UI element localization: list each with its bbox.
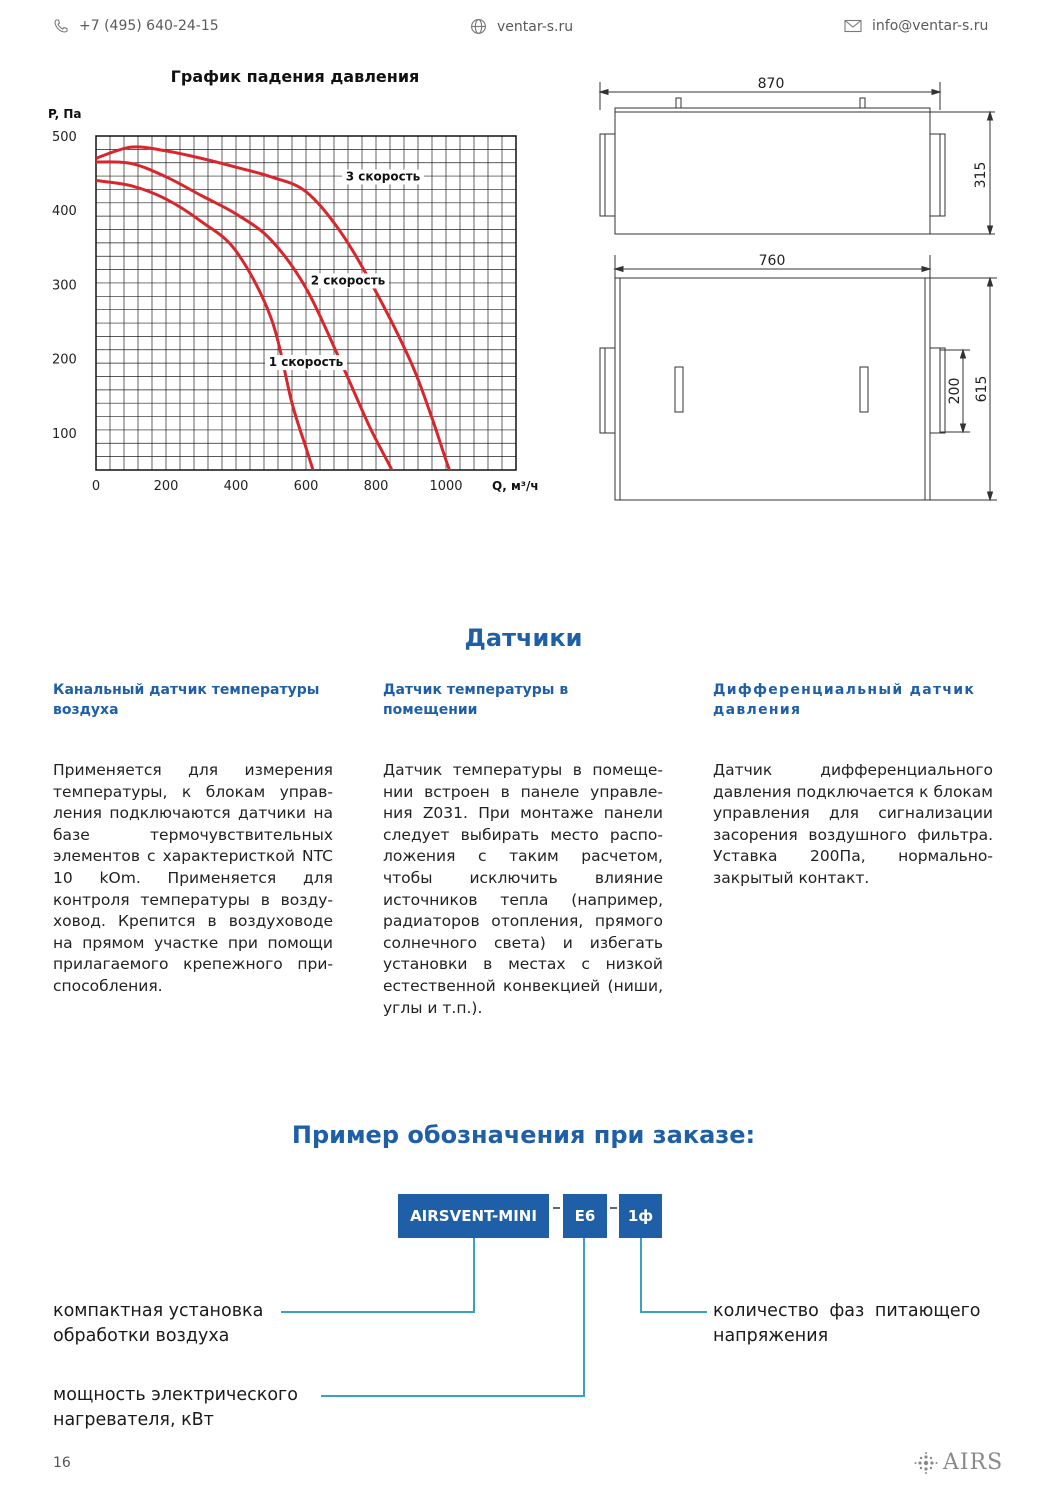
mail-icon	[844, 19, 862, 33]
y-tick-label: 300	[52, 278, 77, 294]
header-phone	[53, 18, 219, 34]
sensor-room-temp-text: Датчик температуры в помещении встроен в панеле управления Z031. При монтаже панели следует выбирать место расположения с таким расчетом, чтобы исключить влияние источников тепла (например, радиаторов отопления, прямого солнечного света) и избегать установки в местах с низкой естественной конвекцией (ниши, углы и т.п.).	[383, 761, 663, 1017]
header-email	[844, 18, 988, 34]
y-tick-label: 200	[52, 352, 77, 368]
x-axis-label: Q, м³/ч	[492, 479, 539, 493]
series-label-2: 2 скорость	[310, 273, 386, 288]
logo-text: AIRS	[943, 1450, 1004, 1475]
dimensions-drawing	[585, 70, 1015, 510]
label-power	[53, 1383, 298, 1433]
pressure-drop-chart	[40, 60, 560, 510]
sensor-duct-temp-text: Применяется для измерения температуры, к блокам управления подключаются датчики на базе термочувствительных элементов с характеристкой NTC 10 kOm. Применяется для контроля температуры в воздуховод. Крепится в воздуховоде на прямом участке при помощи прилагаемого крепежного приспособления.	[53, 761, 333, 995]
phone-icon	[53, 18, 69, 34]
dim-bottom-inner: 200	[947, 377, 963, 405]
header-website	[470, 18, 573, 35]
sensor-diff-pressure-text: Датчик дифференциального давления подключается к блокам управления для сигнализации засорения воздушного фильтра. Уставка 200Па, нормально-закрытый контакт.	[713, 761, 993, 887]
series-line-2	[96, 162, 411, 500]
sensor-room-temp	[383, 680, 663, 1019]
x-tick-label: 800	[363, 479, 389, 494]
email-link[interactable]: info@ventar-s.ru	[872, 18, 989, 34]
dim-bottom-height: 615	[974, 375, 990, 403]
code-separator	[553, 1207, 560, 1209]
dim-top-height: 315	[973, 161, 989, 189]
label-power-line1: мощность электрического	[53, 1385, 298, 1405]
code-phase-box: 1ф	[619, 1194, 662, 1238]
logo-dots-icon	[913, 1452, 939, 1474]
x-tick-label: 600	[293, 479, 319, 494]
code-model-box: AIRSVENT-MINI	[398, 1194, 549, 1238]
airs-logo	[913, 1450, 1003, 1475]
label-power-line2: нагревателя, кВт	[53, 1410, 214, 1430]
dim-top-width: 870	[757, 76, 785, 92]
y-axis-label: P, Па	[48, 107, 82, 121]
label-phases-line1: количество фаз питающего	[713, 1301, 981, 1321]
y-tick-label: 400	[52, 204, 77, 220]
series-label-1: 1 скорость	[268, 355, 344, 370]
x-tick-label: 0	[91, 479, 101, 494]
x-tick-label: 200	[153, 479, 179, 494]
globe-icon	[470, 18, 487, 35]
code-separator	[610, 1207, 617, 1209]
sensors-title: Датчики	[464, 624, 583, 652]
page-number: 16	[53, 1455, 71, 1471]
label-phases	[713, 1299, 994, 1349]
chart-title: График падения давления	[170, 67, 420, 86]
code-power-box: E6	[563, 1194, 607, 1238]
label-phases-line2: напряжения	[713, 1326, 829, 1346]
x-tick-label: 1000	[429, 479, 463, 494]
y-tick-label: 100	[52, 426, 77, 442]
sensor-diff-pressure-title: Дифференциальный датчик давления	[713, 682, 976, 718]
sensor-duct-temp	[53, 680, 333, 998]
label-unit-line1: компактная установка	[53, 1301, 264, 1321]
label-unit-line2: обработки воздуха	[53, 1326, 230, 1346]
series-label-3: 3 скорость	[345, 169, 421, 184]
x-tick-label: 400	[223, 479, 249, 494]
y-tick-label: 500	[52, 130, 77, 145]
sensor-duct-temp-title: Канальный датчик температуры воздуха	[53, 682, 320, 718]
series-line-1	[96, 181, 324, 502]
dim-bottom-width: 760	[758, 253, 786, 269]
phone-text[interactable]: +7 (495) 640-24-15	[79, 18, 219, 34]
label-unit	[53, 1299, 263, 1349]
sensor-diff-pressure	[713, 680, 993, 890]
sensor-room-temp-title: Датчик температуры в помещении	[383, 682, 569, 718]
order-title: Пример обозначения при заказе:	[291, 1121, 756, 1149]
website-link[interactable]: ventar-s.ru	[497, 18, 574, 35]
